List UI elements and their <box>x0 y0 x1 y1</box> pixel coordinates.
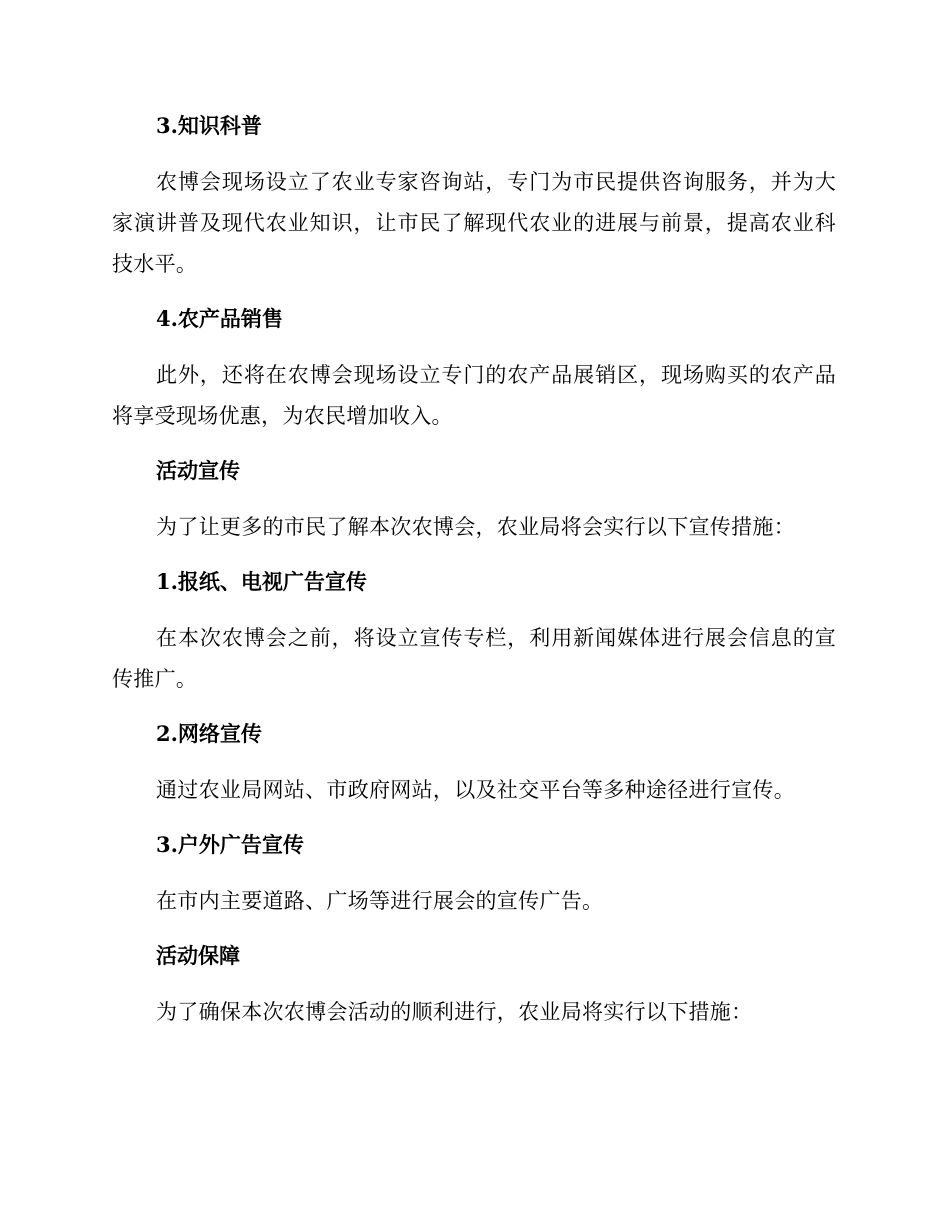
paragraph-knowledge: 农博会现场设立了农业专家咨询站，专门为市民提供咨询服务，并为大家演讲普及现代农业知识，让市民了解现代农业的进展与前景，提高农业科技水平。 <box>112 170 836 276</box>
paragraph-guarantee-intro: 为了确保本次农博会活动的顺利进行，农业局将实行以下措施： <box>156 1000 753 1024</box>
section-heading-knowledge: 3.知识科普 <box>156 113 262 138</box>
section-heading-guarantee: 活动保障 <box>156 943 240 968</box>
section-heading-outdoor: 3.户外广告宣传 <box>156 832 304 857</box>
paragraph-outdoor: 在市内主要道路、广场等进行展会的宣传广告。 <box>156 889 604 913</box>
section-heading-sales: 4.农产品销售 <box>156 306 283 331</box>
section-heading-newspaper-tv: 1.报纸、电视广告宣传 <box>156 569 367 594</box>
section-heading-online: 2.网络宣传 <box>156 721 262 746</box>
paragraph-newspaper-tv: 在本次农博会之前，将设立宣传专栏，利用新闻媒体进行展会信息的宣传推广。 <box>112 626 836 691</box>
paragraph-promotion-intro: 为了让更多的市民了解本次农博会，农业局将会实行以下宣传措施： <box>156 515 795 539</box>
paragraph-sales: 此外，还将在农博会现场设立专门的农产品展销区，现场购买的农产品将享受现场优惠，为农民增加收入。 <box>112 363 836 428</box>
document-body <box>112 106 836 1047</box>
paragraph-online: 通过农业局网站、市政府网站，以及社交平台等多种途径进行宣传。 <box>156 778 795 802</box>
section-heading-promotion: 活动宣传 <box>156 458 240 483</box>
